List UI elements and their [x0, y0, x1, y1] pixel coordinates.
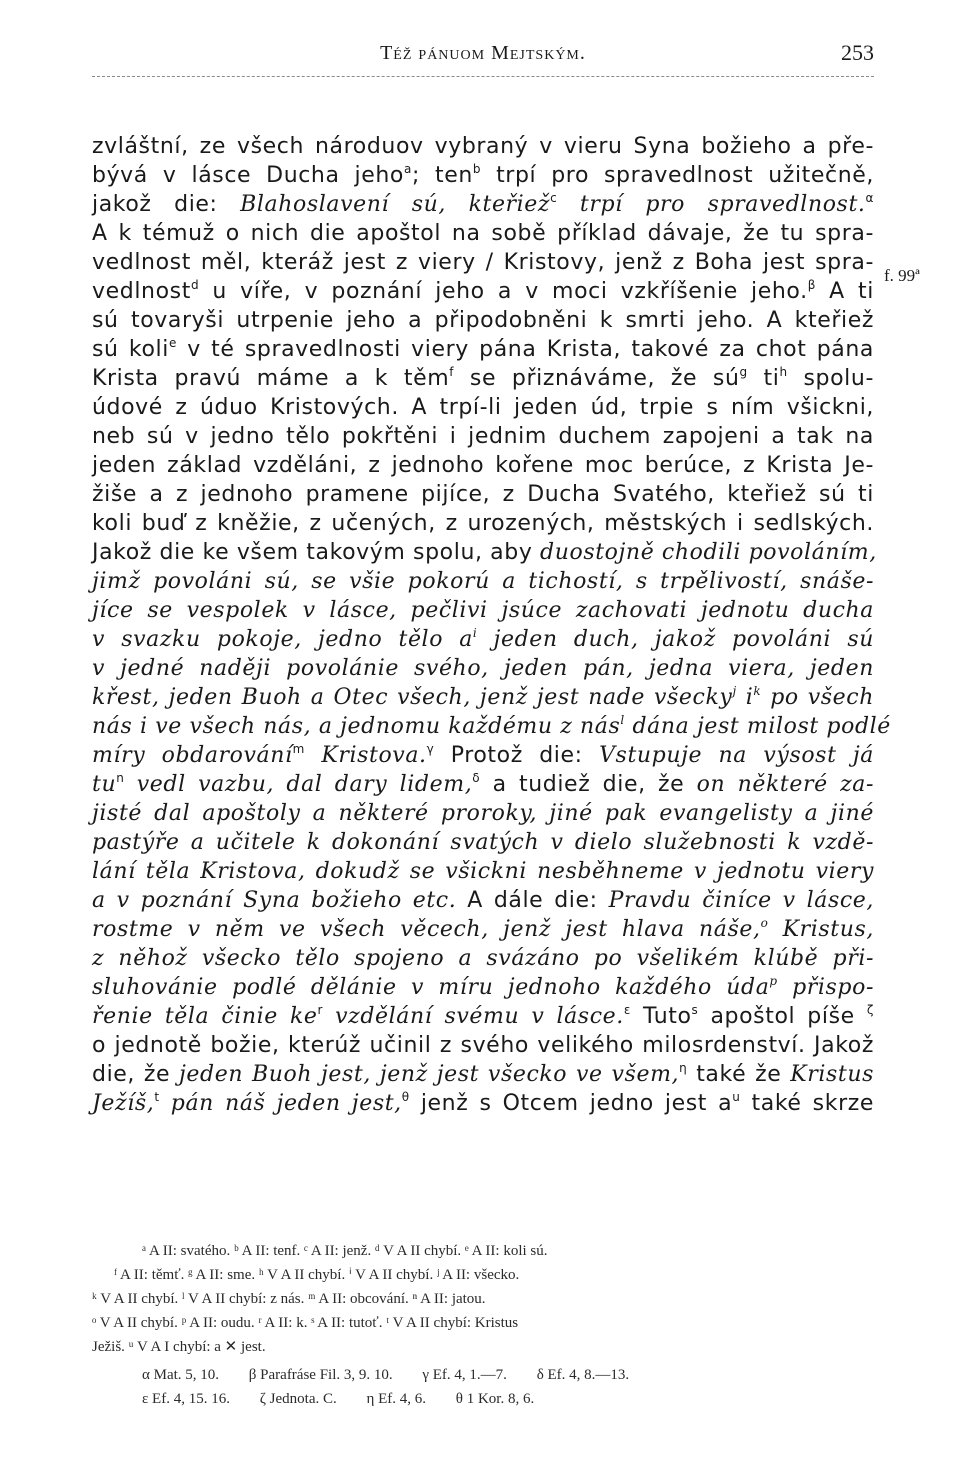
text-line: Krista pravú máme a k těm$^f$ se přiznáváme, že $sú^g$ $ti^h$ spolu- — [92, 365, 874, 391]
text-line: jeden základ vzděláni, z jednoho kořene moc berúce, z Krista Je- — [92, 453, 874, 478]
running-head-title-part: Též pánuom — [380, 42, 492, 64]
running-head — [92, 40, 874, 74]
bible-reference: θ 1 Kor. 8, 6. — [455, 1391, 535, 1407]
footnote-mark: o — [760, 916, 769, 930]
text-line: koli buď z kněžie, z učených, z urozených, městských i sedlských. — [92, 511, 874, 536]
text-line: pastýře a učitele k dokonání svatých v dielo služebnosti k vzdě- — [92, 830, 874, 855]
reference-mark: α — [865, 191, 874, 205]
footnote-line: ᵃ A II: svatého. ᵇ A II: tenf. ᶜ A II: jenž. ᵈ V A II chybí. ᵉ A II: koli sú. — [142, 1243, 548, 1259]
text-line: křest, jeden Buoh a Otec všech, jenž jest nade všecky$^j$ $i^k$ po všech — [92, 684, 874, 710]
text-line: údové z úduo Kristových. A trpí-li jeden úd, trpie s ním všickni, — [92, 395, 874, 420]
text-line: Ježíš,$^t$ pán náš jeden jest,$^\theta$ jenž s Otcem jedno jest $a^u$ také skrze — [92, 1090, 874, 1116]
footnote-mark: h — [779, 365, 788, 379]
bible-reference: α Mat. 5, 10. — [142, 1367, 220, 1383]
text-line: $tu^n$ vedl vazbu, dal dary lidem,$^\delta$ a tudiež die, že on některé za- — [92, 771, 875, 797]
reference-mark: ζ — [866, 1003, 874, 1017]
bible-reference: η Ef. 4, 6. — [366, 1391, 427, 1407]
footnote-line: ᶠ A II: těmť. ᵍ A II: sme. ʰ V A II chybí. ⁱ V A II chybí. ʲ A II: všecko. — [114, 1267, 520, 1283]
footnote-mark: n — [116, 771, 125, 785]
text-line: vedlnost měl, kteráž jest z viery / Kristovy, jenž z Boha jest spra- — [92, 250, 874, 275]
footnote-mark: t — [154, 1090, 160, 1104]
text-line: jakož die: Blahoslavení sú, kteřiež$^c$ trpí pro spravedlnost.$^\alpha$ — [92, 191, 874, 217]
text-line: jimž povoláni sú, se všie pokorú a tichostí, s trpělivostí, snáše- — [92, 569, 874, 594]
running-head-title-part: Mejtským. — [491, 42, 586, 64]
reference-line — [142, 1388, 874, 1410]
footnote-mark: b — [472, 162, 482, 176]
footnote-mark: m — [292, 742, 305, 756]
text-line: sluhovánie podlé dělánie v míru jednoho každého úda$^p$ přispo- — [92, 974, 874, 1000]
text-line: sú tovaryši utrpenie jeho a připodobněni k smrti jeho. A kteřiež — [92, 308, 874, 333]
text-line: míry obdarování$^m$ Kristova.$^\gamma$ Protož die: Vstupuje na výsost já — [92, 742, 875, 768]
footnote-mark: r — [317, 1003, 324, 1017]
reference-mark: θ — [401, 1090, 410, 1104]
text-line: jíce se vespolek v lásce, pečlivi jsúce zachovati jednotu ducha — [92, 598, 874, 623]
footnote-mark: l — [620, 713, 625, 727]
text-line: jisté dal apoštoly a některé proroky, jiné pak evangelisty a jiné — [92, 801, 874, 826]
footnote-mark: g — [739, 365, 748, 379]
text-line: die, že jeden Buoh jest, jenž jest všecko ve všem,$^\eta$ také že Kristus — [92, 1061, 874, 1087]
text-line: lání těla Kristova, dokudž se všickni nesběhneme v jednotu viery — [92, 859, 874, 884]
text-line: A k témuž o nich die apoštol na sobě příklad dávaje, že tu spra- — [92, 221, 874, 246]
bible-reference: ε Ef. 4, 15. 16. — [142, 1391, 230, 1407]
footnote-mark: u — [732, 1090, 741, 1104]
text-line: Jakož die ke všem takovým spolu, aby duostojně chodili povoláním, — [92, 540, 877, 565]
text-line: zvláštní, ze všech národuov vybraný v vieru Syna božieho a pře- — [92, 134, 874, 159]
bible-reference: γ Ef. 4, 1.—7. — [422, 1367, 507, 1383]
text-line: a v poznání Syna božieho etc. A dále die: Pravdu činíce v lásce, — [92, 888, 874, 913]
text-line: žiše a z jednoho pramene pijíce, z Ducha Svatého, kteřiež sú ti — [92, 482, 874, 507]
page-number: 253 — [841, 40, 874, 65]
footnote-mark: a — [404, 162, 412, 176]
footnote-mark: k — [753, 684, 762, 698]
text-line: v jedné naději povolánie svého, jeden pán, jedna viera, jeden — [92, 656, 874, 681]
reference-mark: η — [679, 1061, 688, 1075]
bible-reference: δ Ef. 4, 8.—13. — [536, 1367, 630, 1383]
bible-reference: β Parafráse Fil. 3, 9. 10. — [248, 1367, 393, 1383]
reference-mark: δ — [472, 771, 481, 785]
footnote-mark: i — [472, 626, 478, 640]
footnote-mark: j — [732, 684, 737, 698]
footnote-mark: c — [550, 191, 558, 205]
footnote-mark: f — [449, 365, 455, 379]
reference-line — [142, 1364, 874, 1386]
footnote-line: Ježiš. ᵘ V A I chybí: a ✕ jest. — [92, 1339, 266, 1355]
text-line: v svazku pokoje, jedno tělo $a^i$ jeden duch, jakož povoláni sú — [92, 626, 874, 652]
text-line: neb sú v jedno tělo pokřtěni i jednim duchem zapojeni a tak na — [92, 424, 874, 449]
reference-mark: ε — [623, 1003, 631, 1017]
reference-mark: γ — [426, 742, 435, 756]
text-line: nás i ve všech nás, a jednomu každému z nás$^l$ dána jest milost podlé — [92, 713, 891, 739]
bible-reference: ζ Jednota. C. — [259, 1391, 337, 1407]
footnote-line: ᵒ V A II chybí. ᵖ A II: oudu. ʳ A II: k. ˢ A II: tutoť. ᵗ V A II chybí: Kristus — [92, 1315, 519, 1331]
text-line: o jednotě božie, kterúž učinil z svého velikého milosrdenství. Jakož — [92, 1033, 874, 1058]
footnote-mark: d — [190, 278, 200, 292]
text-line: rostme v něm ve všech věcech, jenž jest hlava náše,$^o$ Kristus, — [92, 916, 874, 942]
footnote-mark: p — [769, 974, 778, 988]
footnote-mark: s — [691, 1003, 699, 1017]
footnote-mark: e — [168, 336, 177, 350]
folio-margin-note: f. 99ª — [884, 266, 920, 285]
footnote-line: ᵏ V A II chybí. ˡ V A II chybí: z nás. ᵐ A II: obcování. ⁿ A II: jatou. — [92, 1291, 486, 1307]
text-line: řenie těla činie $ke^r$ vzdělání svému v lásce.$^\varepsilon$ Tuto$^s$ apoštol píše $^\zeta$ — [92, 1003, 874, 1029]
reference-mark: β — [807, 278, 816, 292]
text-line: z něhož všecko tělo spojeno a svázáno po všelikém klúbě při- — [92, 946, 874, 971]
text-line: vedlnost$^d$ u víře, v poznání jeho a v moci vzkříšenie jeho.$^\beta$ A ti — [92, 278, 874, 304]
running-head-title — [92, 42, 874, 65]
header-rule — [92, 76, 874, 77]
text-line: sú koli$^e$ v té spravedlnosti viery pána Krista, takové za chot pána — [92, 336, 874, 362]
text-line: bývá v lásce Ducha jeho$^a$; ten$^b$ trpí pro spravedlnost užitečně, — [92, 162, 874, 188]
